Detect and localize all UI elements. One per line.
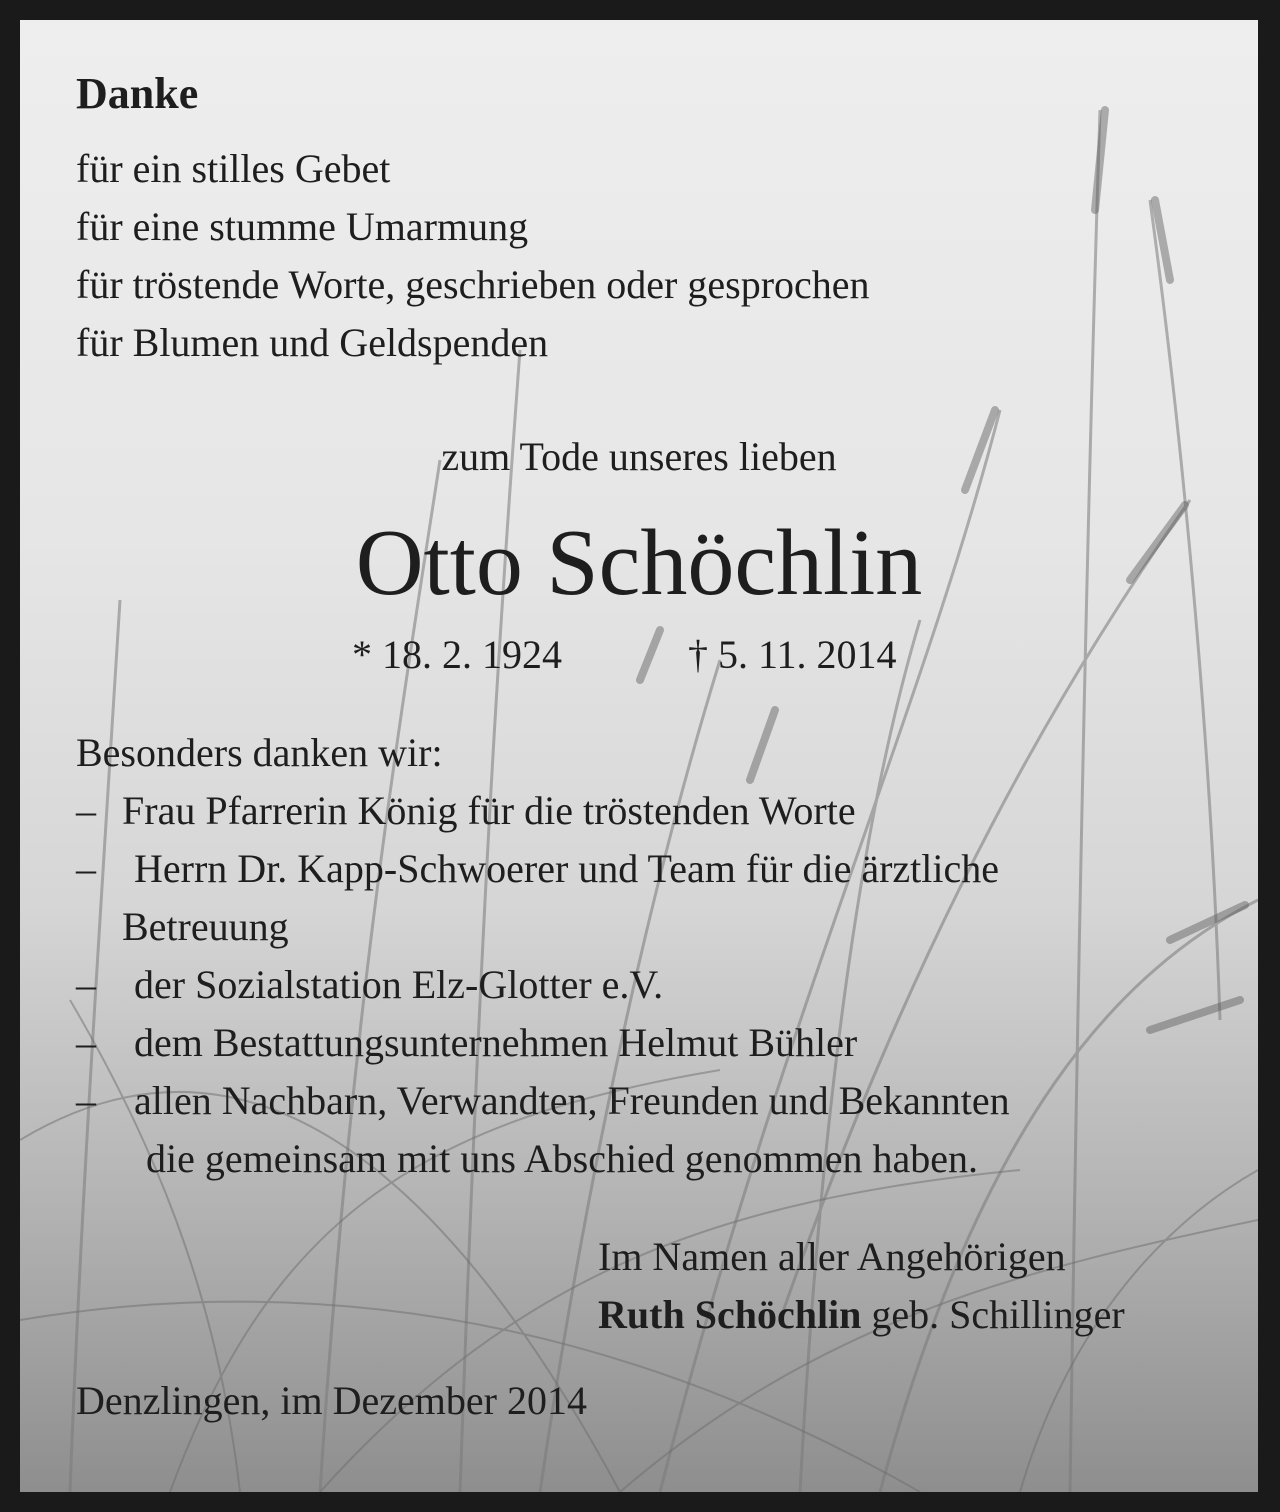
thanks-dash-5: – — [76, 1078, 96, 1123]
thanks-dash-3: – — [76, 962, 96, 1007]
thanks-dash-2: – — [76, 846, 96, 891]
signature-intro: Im Namen aller Angehörigen — [598, 1234, 1066, 1279]
intro-line-2: für eine stumme Umarmung — [76, 204, 529, 249]
thanks-heading: Besonders danken wir: — [76, 730, 443, 775]
deceased-name: Otto Schöchlin — [355, 511, 923, 615]
heading-danke: Danke — [76, 69, 199, 118]
thanks-item-5: allen Nachbarn, Verwandten, Freunden und Bekannten — [134, 1078, 1010, 1123]
signature-name-rest: geb. Schillinger — [861, 1292, 1125, 1337]
obituary-card — [20, 20, 1258, 1492]
intro-line-3: für tröstende Worte, geschrieben oder gesprochen — [76, 262, 870, 307]
thanks-item-1: Frau Pfarrerin König für die tröstenden Worte — [122, 788, 856, 833]
thanks-item-3: der Sozialstation Elz-Glotter e.V. — [134, 962, 664, 1007]
subheading: zum Tode unseres lieben — [441, 434, 837, 479]
thanks-item-5-cont: die gemeinsam mit uns Abschied genommen haben. — [146, 1136, 979, 1181]
thanks-dash-4: – — [76, 1020, 96, 1065]
intro-line-1: für ein stilles Gebet — [76, 146, 391, 191]
thanks-item-2-cont: Betreuung — [122, 904, 289, 949]
signature-name-bold: Ruth Schöchlin — [598, 1292, 862, 1337]
thanks-item-2: Herrn Dr. Kapp-Schwoerer und Team für die ärztliche — [134, 846, 999, 891]
death-date: † 5. 11. 2014 — [688, 632, 897, 677]
intro-line-4: für Blumen und Geldspenden — [76, 320, 549, 365]
signature-name — [598, 1286, 1125, 1344]
place-date: Denzlingen, im Dezember 2014 — [76, 1378, 587, 1423]
thanks-item-4: dem Bestattungsunternehmen Helmut Bühler — [134, 1020, 858, 1065]
birth-date: * 18. 2. 1924 — [352, 632, 562, 677]
thanks-dash-1: – — [76, 788, 96, 833]
